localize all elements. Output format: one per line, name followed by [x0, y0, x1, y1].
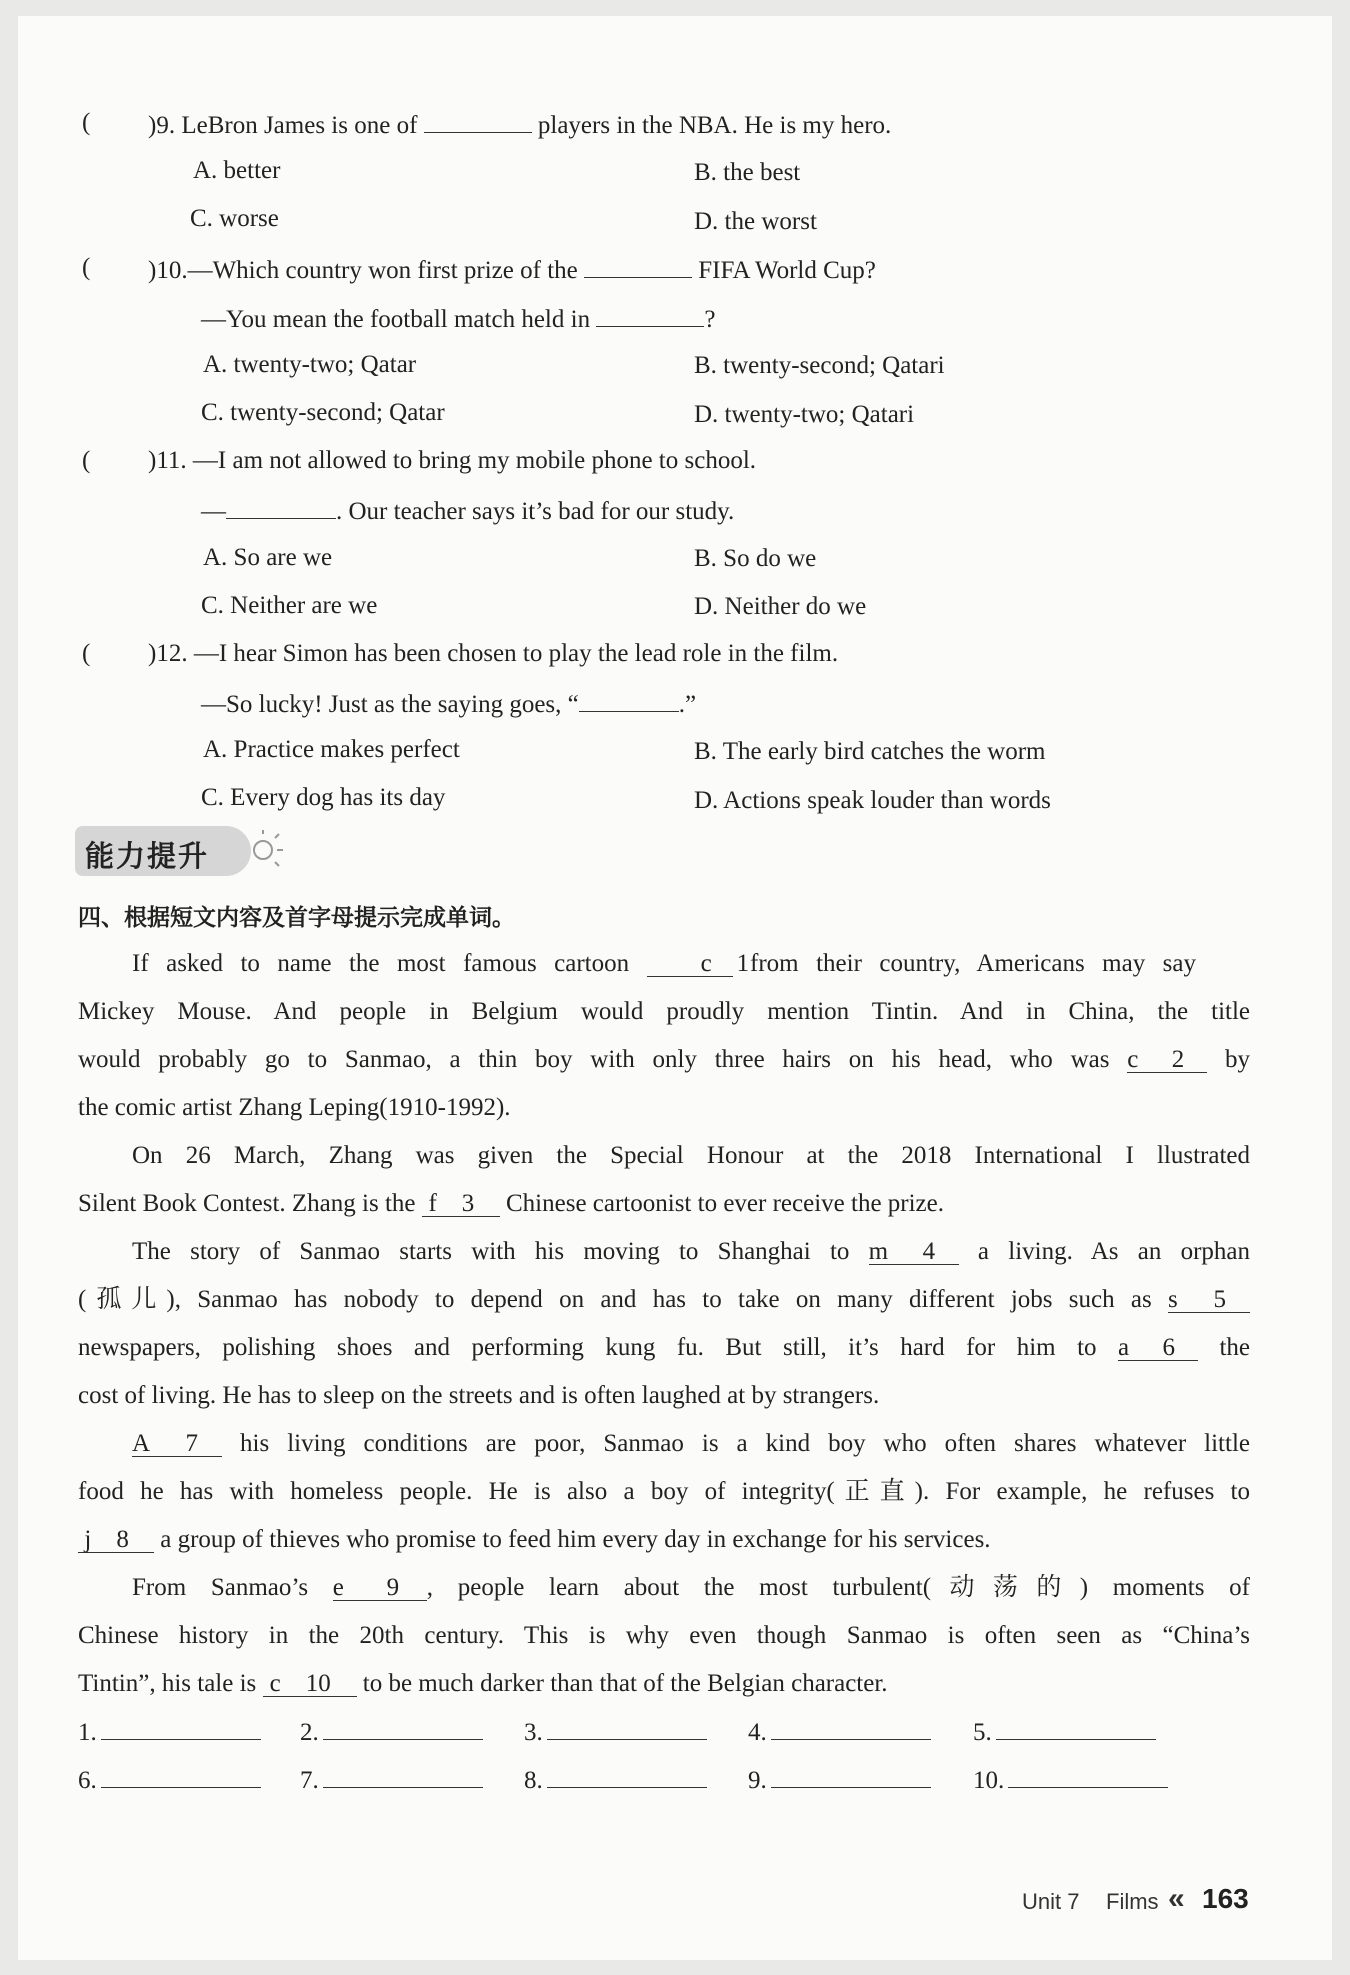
q10-option-b: B. twenty-second; Qatari — [694, 352, 945, 379]
ability-banner — [75, 826, 280, 880]
q11-option-b: B. So do we — [694, 545, 817, 572]
paren-text: ( — [82, 109, 91, 136]
footer-title: Films — [1106, 1889, 1159, 1914]
passage-l6a: Silent Book Contest. Zhang is the — [78, 1190, 416, 1217]
answer-number: 5. — [973, 1719, 992, 1746]
blank-6-letter: a — [1117, 1334, 1130, 1361]
answer-row-9 — [748, 1765, 931, 1796]
blank-2-letter: c — [1127, 1046, 1139, 1073]
passage-line-4: the comic artist Zhang Leping(1910-1992). — [78, 1094, 511, 1121]
answer-blank[interactable] — [226, 494, 336, 519]
passage-line-2: Mickey Mouse. And people in Belgium would proudly mention Tintin. And in China, the title — [78, 998, 1250, 1025]
answer-number: 9. — [748, 1767, 767, 1794]
question-12-stem — [148, 639, 838, 669]
q11-line2 — [201, 494, 734, 527]
q9-number: )9. — [148, 112, 176, 139]
answer-blank[interactable] — [424, 108, 532, 133]
passage-l1b: from their country, Americans may say — [750, 950, 1197, 977]
q9-option-b: B. the best — [694, 159, 801, 186]
answer-number: 10. — [973, 1767, 1005, 1794]
answer-line[interactable] — [771, 1765, 931, 1788]
passage-line-1 — [78, 949, 1196, 979]
passage-line-7 — [132, 1237, 1250, 1267]
blank-4-letter: m — [868, 1238, 889, 1265]
workbook-page — [18, 16, 1332, 1960]
blank-5-number: 5 — [1213, 1286, 1226, 1313]
question-11-stem — [148, 446, 756, 476]
answer-line[interactable] — [996, 1717, 1156, 1740]
question-9-paren — [82, 108, 90, 138]
chevron-left-icon: « — [1168, 1882, 1185, 1915]
blank-8-number: 8 — [116, 1526, 129, 1553]
passage-blank-6[interactable] — [1118, 1336, 1198, 1361]
answer-row-5 — [973, 1717, 1156, 1748]
q12-number: )12. — [148, 640, 188, 667]
passage-blank-7[interactable] — [132, 1432, 222, 1457]
blank-1-number: 1 — [736, 950, 750, 977]
blank-5-letter: s — [1168, 1286, 1178, 1313]
answer-row-7 — [300, 1765, 483, 1796]
passage-l11b: his living conditions are poor, Sanmao is a kind boy who often shares whatever little — [240, 1430, 1250, 1457]
passage-line-10: cost of living. He has to sleep on the streets and is often laughed at by strangers. — [78, 1382, 880, 1409]
q12-line2 — [201, 687, 696, 720]
answer-number: 6. — [78, 1767, 97, 1794]
question-11-paren: ( — [82, 447, 91, 474]
answer-number: 1. — [78, 1719, 97, 1746]
answer-number: 7. — [300, 1767, 319, 1794]
q10-line2 — [201, 302, 715, 335]
question-9-stem — [148, 108, 891, 141]
passage-line-12: food he has with homeless people. He is also a boy of integrity(正直). For example, he refuses to — [78, 1478, 1250, 1505]
passage-l8a: (孤儿), Sanmao has nobody to depend on and has to take on many different jobs such as — [78, 1286, 1152, 1313]
q9-option-a: A. better — [193, 157, 281, 184]
blank-10-number: 10 — [305, 1670, 331, 1697]
answer-number: 4. — [748, 1719, 767, 1746]
passage-l14b: , people learn about the most turbulent(动荡的) moments of — [426, 1574, 1250, 1601]
q11-number: )11. — [148, 447, 187, 474]
blank-7-number: 7 — [185, 1430, 199, 1457]
answer-line[interactable] — [323, 1765, 483, 1788]
blank-10-letter: c — [269, 1670, 281, 1697]
blank-9-number: 9 — [386, 1574, 400, 1601]
passage-line-11 — [132, 1429, 1250, 1459]
passage-line-3 — [78, 1045, 1250, 1075]
answer-number: 3. — [524, 1719, 543, 1746]
answer-number: 8. — [524, 1767, 543, 1794]
passage-blank-2[interactable] — [1127, 1048, 1207, 1073]
q12-stem-a: —I hear Simon has been chosen to play the lead role in the film. — [193, 640, 839, 667]
answer-row-2 — [300, 1717, 483, 1748]
answer-row-10 — [973, 1765, 1168, 1796]
question-12-paren: ( — [82, 640, 91, 667]
passage-l16a: Tintin”, his tale is — [78, 1670, 257, 1697]
banner-title: 能力提升 — [85, 839, 210, 873]
answer-number: 2. — [300, 1719, 319, 1746]
blank-4-number: 4 — [922, 1238, 936, 1265]
answer-row-1 — [78, 1717, 261, 1748]
q10-number: )10. — [148, 257, 188, 284]
q12-line2-b: .” — [678, 691, 697, 718]
answer-line[interactable] — [771, 1717, 931, 1740]
passage-blank-10[interactable] — [263, 1672, 357, 1697]
blank-9-letter: e — [332, 1574, 344, 1601]
passage-blank-5[interactable] — [1168, 1288, 1250, 1313]
lightbulb-icon — [245, 830, 285, 870]
answer-row-3 — [524, 1717, 707, 1748]
answer-line[interactable] — [101, 1717, 261, 1740]
q11-line2-b: . Our teacher says it’s bad for our study. — [336, 498, 735, 525]
answer-line[interactable] — [1008, 1765, 1168, 1788]
passage-l14a: From Sanmao’s — [132, 1574, 309, 1601]
q12-option-c: C. Every dog has its day — [201, 784, 446, 811]
q11-stem-a: —I am not allowed to bring my mobile phone to school. — [192, 447, 757, 474]
footer-unit: Unit 7 — [1022, 1889, 1080, 1914]
question-10-paren: ( — [82, 254, 91, 281]
q12-option-d: D. Actions speak louder than words — [694, 787, 1051, 814]
passage-l13b: a group of thieves who promise to feed him every day in exchange for his services. — [160, 1526, 991, 1553]
passage-line-15: Chinese history in the 20th century. This is why even though Sanmao is often seen as “China’s — [78, 1622, 1250, 1649]
passage-blank-1[interactable] — [647, 950, 750, 977]
blank-6-number: 6 — [1162, 1334, 1176, 1361]
answer-row-6 — [78, 1765, 261, 1796]
answer-line[interactable] — [547, 1765, 707, 1788]
q10-stem-b: FIFA World Cup? — [698, 257, 876, 284]
answer-row-8 — [524, 1765, 707, 1796]
page-number: 163 — [1202, 1883, 1249, 1914]
passage-l3a: would probably go to Sanmao, a thin boy with only three hairs on his head, who was — [78, 1046, 1110, 1073]
question-10-stem — [148, 253, 876, 286]
q10-stem-a: —Which country won first prize of the — [187, 257, 578, 284]
passage-line-16 — [78, 1669, 1250, 1699]
q12-option-a: A. Practice makes perfect — [203, 736, 460, 763]
q12-line2-a: —So lucky! Just as the saying goes, “ — [201, 691, 579, 718]
blank-8-letter: j — [84, 1526, 92, 1553]
section-title: 四、根据短文内容及首字母提示完成单词。 — [78, 905, 515, 931]
q11-option-c: C. Neither are we — [201, 592, 378, 619]
answer-blank[interactable] — [584, 253, 692, 278]
q9-stem-a: LeBron James is one of — [181, 112, 418, 139]
passage-line-6 — [78, 1189, 1250, 1219]
passage-blank-4[interactable] — [869, 1240, 959, 1265]
passage-l6b: Chinese cartoonist to ever receive the prize. — [506, 1190, 945, 1217]
q9-stem-b: players in the NBA. He is my hero. — [537, 112, 892, 139]
answer-blank[interactable] — [596, 302, 704, 327]
passage-line-5: On 26 March, Zhang was given the Special Honour at the 2018 International I llustrated — [132, 1142, 1250, 1169]
q10-option-c: C. twenty-second; Qatar — [201, 399, 445, 426]
passage-blank-3[interactable] — [422, 1192, 500, 1217]
q9-option-d: D. the worst — [694, 208, 817, 235]
passage-l7a: The story of Sanmao starts with his moving to Shanghai to — [132, 1238, 850, 1265]
q12-option-b: B. The early bird catches the worm — [694, 738, 1046, 765]
passage-l9a: newspapers, polishing shoes and performing kung fu. But still, it’s hard for him to — [78, 1334, 1097, 1361]
q11-option-d: D. Neither do we — [694, 593, 867, 620]
q10-line2-a: —You mean the football match held in — [201, 306, 591, 333]
q11-option-a: A. So are we — [203, 544, 333, 571]
answer-line[interactable] — [547, 1717, 707, 1740]
passage-line-8 — [78, 1285, 1250, 1315]
answer-row-4 — [748, 1717, 931, 1748]
q10-option-a: A. twenty-two; Qatar — [203, 351, 417, 378]
passage-line-9 — [78, 1333, 1250, 1363]
passage-line-14 — [132, 1573, 1250, 1603]
passage-blank-8[interactable] — [78, 1528, 154, 1553]
passage-l3b: by — [1225, 1046, 1251, 1073]
passage-l7b: a living. As an orphan — [977, 1238, 1251, 1265]
passage-l1a: If asked to name the most famous cartoon — [132, 950, 630, 977]
q11-line2-a: — — [201, 498, 226, 525]
q9-option-c: C. worse — [190, 205, 279, 232]
passage-line-13 — [78, 1525, 1250, 1555]
answer-line[interactable] — [101, 1765, 261, 1788]
answer-line[interactable] — [323, 1717, 483, 1740]
blank-2-number: 2 — [1171, 1046, 1185, 1073]
blank-3-number: 3 — [461, 1190, 475, 1217]
blank-1-letter: c — [700, 950, 712, 977]
passage-l16b: to be much darker than that of the Belgian character. — [362, 1670, 888, 1697]
blank-7-letter: A — [132, 1430, 151, 1457]
blank-3-letter: f — [428, 1190, 437, 1217]
passage-l9b: the — [1219, 1334, 1250, 1361]
q10-option-d: D. twenty-two; Qatari — [694, 401, 915, 428]
answer-blank[interactable] — [579, 687, 679, 712]
q10-line2-b: ? — [704, 306, 716, 333]
passage-blank-9[interactable] — [333, 1576, 427, 1601]
